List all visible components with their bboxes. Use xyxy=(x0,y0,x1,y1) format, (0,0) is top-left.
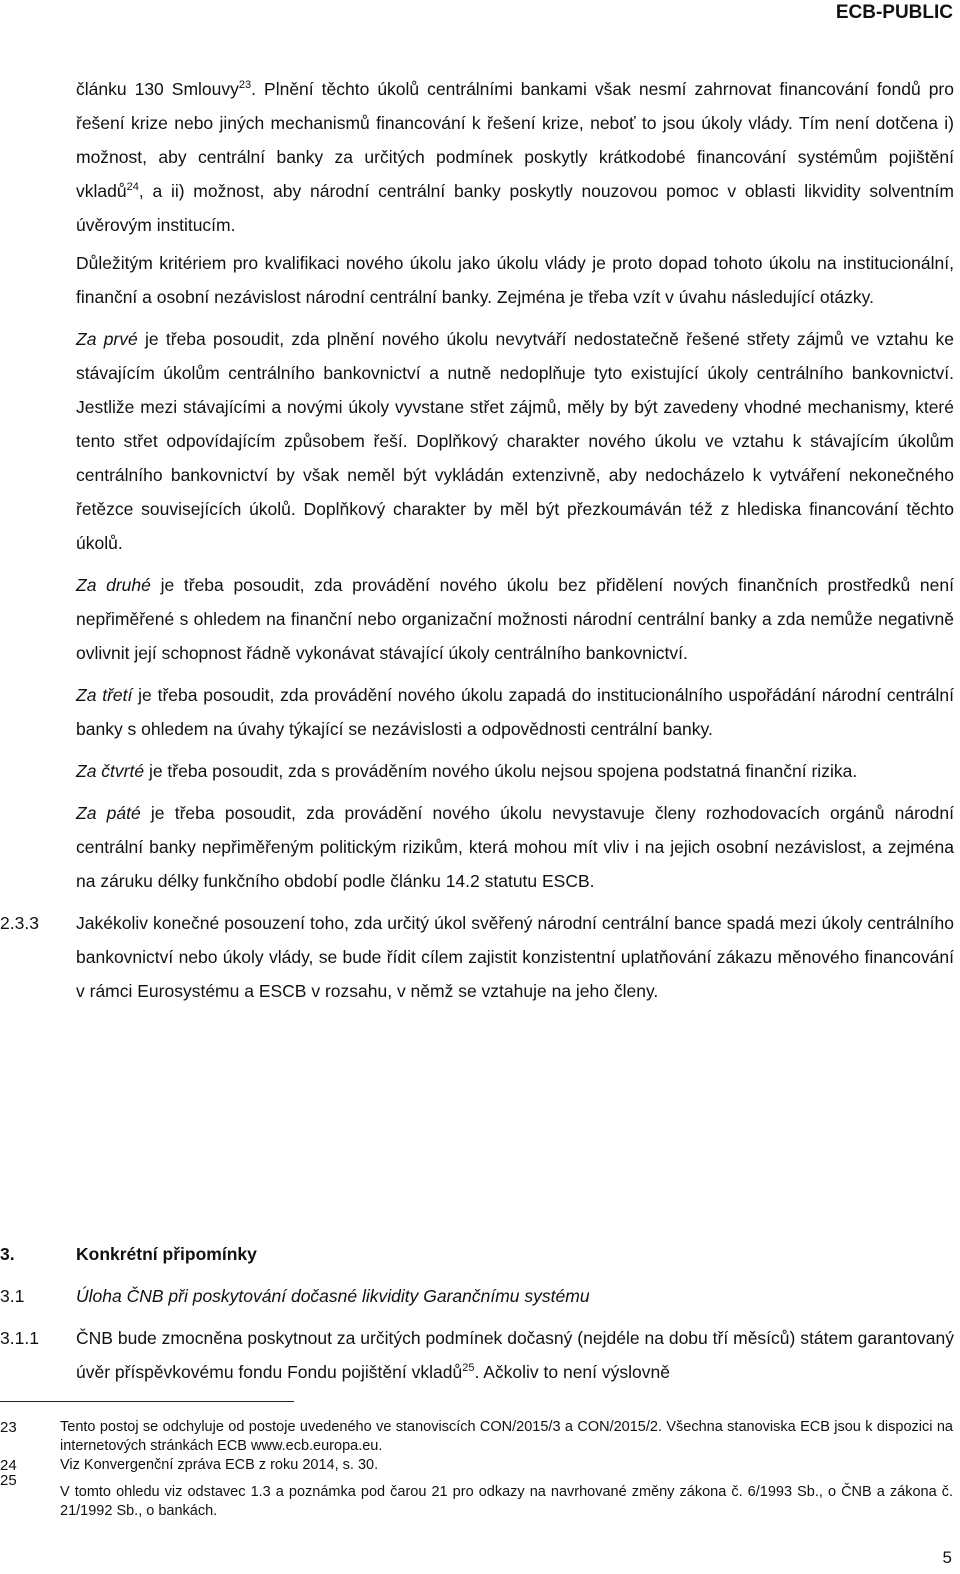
paragraph-2-3-3 xyxy=(0,906,954,1008)
paragraph-5-lead: Za třetí xyxy=(76,685,133,705)
section-3 xyxy=(0,1237,960,1389)
footnote-number: 24 xyxy=(0,1457,17,1474)
document-body xyxy=(0,72,954,1008)
paragraph-2: Důležitým kritériem pro kvalifikaci nového úkolu jako úkolu vlády je proto dopad tohoto úkolu na institucionální, finanční a osobní nezávislost národní centrální banky. Zejména je třeba vzít v úvahu následující otázky. xyxy=(76,253,954,307)
paragraph-2-3-3-text: Jakékoliv konečné posouzení toho, zda určitý úkol svěřený národní centrální bance spadá mezi úkoly centrálního bankovnictví nebo úkoly vlády, se bude řídit cílem zajistit konzistentní uplatňování zákazu měnového financování v rámci Eurosystému a ESCB v rozsahu, v němž se vztahuje na jeho členy. xyxy=(76,913,954,1001)
paragraph-7 xyxy=(76,796,954,898)
paragraph-5-text: je třeba posoudit, zda provádění nového úkolu zapadá do institucionálního uspořádání národní centrální banky s ohledem na úvahy týkající se nezávislosti a odpovědnosti centrální banky. xyxy=(76,685,954,739)
paragraph-7-text: je třeba posoudit, zda provádění nového úkolu nevystavuje členy rozhodovacích orgánů národní centrální banky nepřiměřeným politickým rizikům, která mohou mít vliv i na jejich osobní nezávislost, a zejména na záruku délky funkčního období podle článku 14.2 statutu ESCB. xyxy=(76,803,954,891)
paragraph-3-1-1-part-a: ČNB bude zmocněna poskytnout za určitých podmínek dočasný (nejdéle na dobu tří měsíců) státem garantovaný úvěr příspěvkovému fondu Fondu pojištění vkladů xyxy=(76,1328,954,1382)
section-3-1-heading xyxy=(0,1279,954,1313)
classification-label: ECB-PUBLIC xyxy=(835,2,953,23)
subsection-title: Úloha ČNB při poskytování dočasné likvidity Garančnímu systému xyxy=(76,1286,590,1306)
paragraph-6-text: je třeba posoudit, zda s prováděním nového úkolu nejsou spojena podstatná finanční rizika. xyxy=(144,761,858,781)
footnote-ref-24[interactable]: 24 xyxy=(126,181,139,193)
section-3-heading xyxy=(0,1237,954,1271)
page-number: 5 xyxy=(942,1548,952,1567)
footnote-ref-25[interactable]: 25 xyxy=(462,1362,475,1374)
paragraph-4-lead: Za druhé xyxy=(76,575,151,595)
footnote xyxy=(0,1456,953,1475)
footnote-text: Viz Konvergenční zpráva ECB z roku 2014, s. 30. xyxy=(60,1457,379,1473)
footnote-ref-23[interactable]: 23 xyxy=(238,79,252,91)
footnote xyxy=(0,1418,953,1456)
footnotes xyxy=(0,1418,960,1521)
section-title: Konkrétní připomínky xyxy=(76,1244,257,1264)
paragraph-1 xyxy=(76,72,954,242)
paragraph-6-lead: Za čtvrté xyxy=(76,761,145,781)
footnote-number: 23 xyxy=(0,1419,17,1436)
paragraph-1-part-b: . Plnění těchto úkolů centrálními bankami však nesmí zahrnovat financování fondů pro řešení krize nebo jiných mechanismů financování k řešení krize, neboť to jsou úkoly vlády. Tím není dotčena i) možnost, aby centrální banky za určitých podmínek poskytly krátkodobé financování systémům pojištění vkladů xyxy=(76,79,954,201)
footnote-number: 25 xyxy=(0,1472,17,1489)
paragraph-7-lead: Za páté xyxy=(76,803,141,823)
section-number: 3. xyxy=(0,1244,15,1264)
paragraph-3-1-1 xyxy=(0,1321,954,1389)
paragraph-4-text: je třeba posoudit, zda provádění nového úkolu bez přidělení nových finančních prostředků není nepřiměřené s ohledem na finanční nebo organizační možnosti národní centrální banky a zda nemůže negativně ovlivnit její schopnost řádně vykonávat stávající úkoly centrálního bankovnictví. xyxy=(76,575,954,663)
paragraph-number: 2.3.3 xyxy=(0,913,39,933)
paragraph-1-part-c: , a ii) možnost, aby národní centrální banky poskytly nouzovou pomoc v oblasti likvidity solventním úvěrovým institucím. xyxy=(76,181,954,235)
paragraph-3 xyxy=(76,322,954,560)
paragraph-3-lead: Za prvé xyxy=(76,329,138,349)
footnote-separator xyxy=(0,1401,294,1402)
paragraph-number: 3.1.1 xyxy=(0,1328,39,1348)
paragraph-3-1-1-part-b: . Ačkoliv to není výslovně xyxy=(474,1362,670,1382)
paragraph-4 xyxy=(76,568,954,670)
subsection-number: 3.1 xyxy=(0,1286,25,1306)
paragraph-3-text: je třeba posoudit, zda plnění nového úkolu nevytváří nedostatečně řešené střety zájmů ve vztahu ke stávajícím úkolům centrálního bankovnictví a nutně nedoplňuje tyto existující úkoly centrálního bankovnictví. Jestliže mezi stávajícími a novými úkoly vyvstane střet zájmů, měly by být zavedeny vhodné mechanismy, které tento střet odpovídajícím způsobem řeší. Doplňkový charakter nového úkolu ve vztahu k stávajícím úkolům centrálního bankovnictví by však neměl být vykládán extenzivně, aby nedocházelo k vytváření nekonečného řetězce souvisejících úkolů. Doplňkový charakter by měl být přezkoumáván též z hlediska financování těchto úkolů. xyxy=(76,329,954,553)
paragraph-1-part-a: článku 130 Smlouvy xyxy=(76,79,239,99)
paragraph-6 xyxy=(76,754,954,788)
footnote-text: Tento postoj se odchyluje od postoje uvedeného ve stanoviscích CON/2015/3 a CON/2015/2. Všechna stanoviska ECB jsou k dispozici na internetových stránkách ECB www.ecb.europa.eu. xyxy=(60,1419,953,1454)
paragraph-5 xyxy=(76,678,954,746)
footnote-text: V tomto ohledu viz odstavec 1.3 a poznámka pod čarou 21 pro odkazy na navrhované změny zákona č. 6/1993 Sb., o ČNB a zákona č. 21/1992 Sb., o bankách. xyxy=(60,1484,953,1519)
footnote xyxy=(0,1472,953,1521)
